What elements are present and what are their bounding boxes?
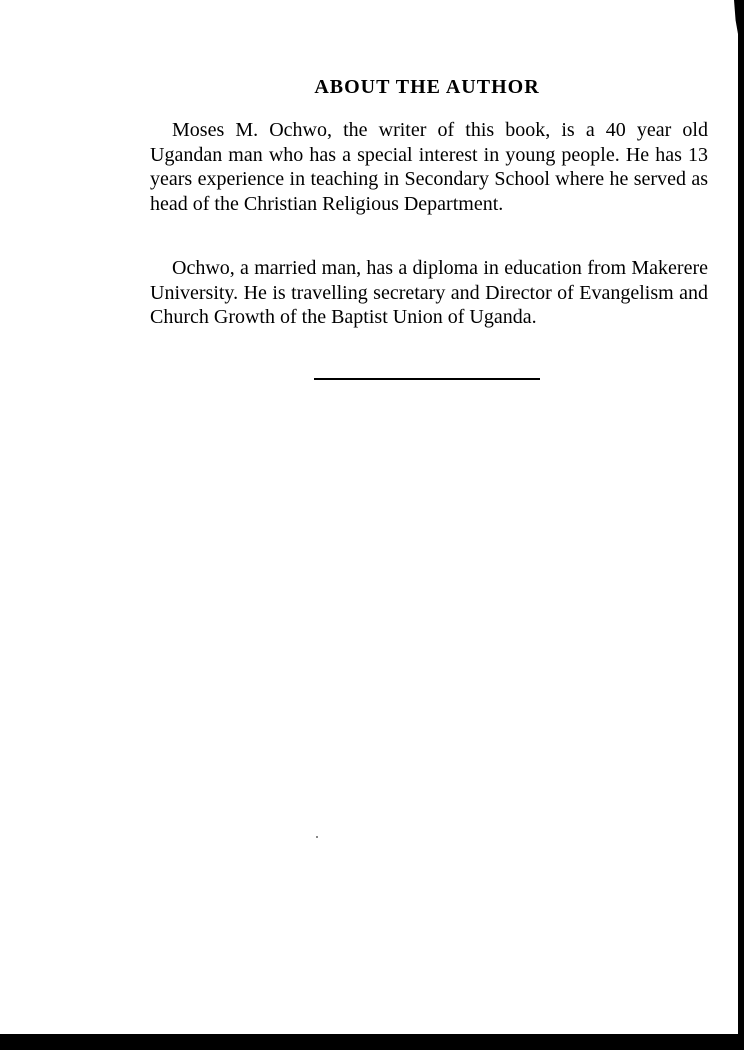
scan-border-right: [738, 0, 744, 1050]
scan-mark: [734, 0, 738, 34]
author-bio-paragraph-2: Ochwo, a married man, has a diploma in education from Makerere University. He is travelling secretary and Director of Evangelism and Church Growth of the Baptist Union of Uganda.: [150, 257, 708, 328]
section-divider: [314, 378, 540, 380]
scan-speck: [316, 836, 318, 838]
page-heading: ABOUT THE AUTHOR: [314, 76, 540, 98]
author-bio-paragraph-1: Moses M. Ochwo, the writer of this book, is a 40 year old Ugandan man who has a special interest in young people. He has 13 years experience in teaching in Secondary School where he served as head of the Christian Religious Department.: [150, 119, 708, 215]
scan-border-bottom: [0, 1034, 744, 1050]
